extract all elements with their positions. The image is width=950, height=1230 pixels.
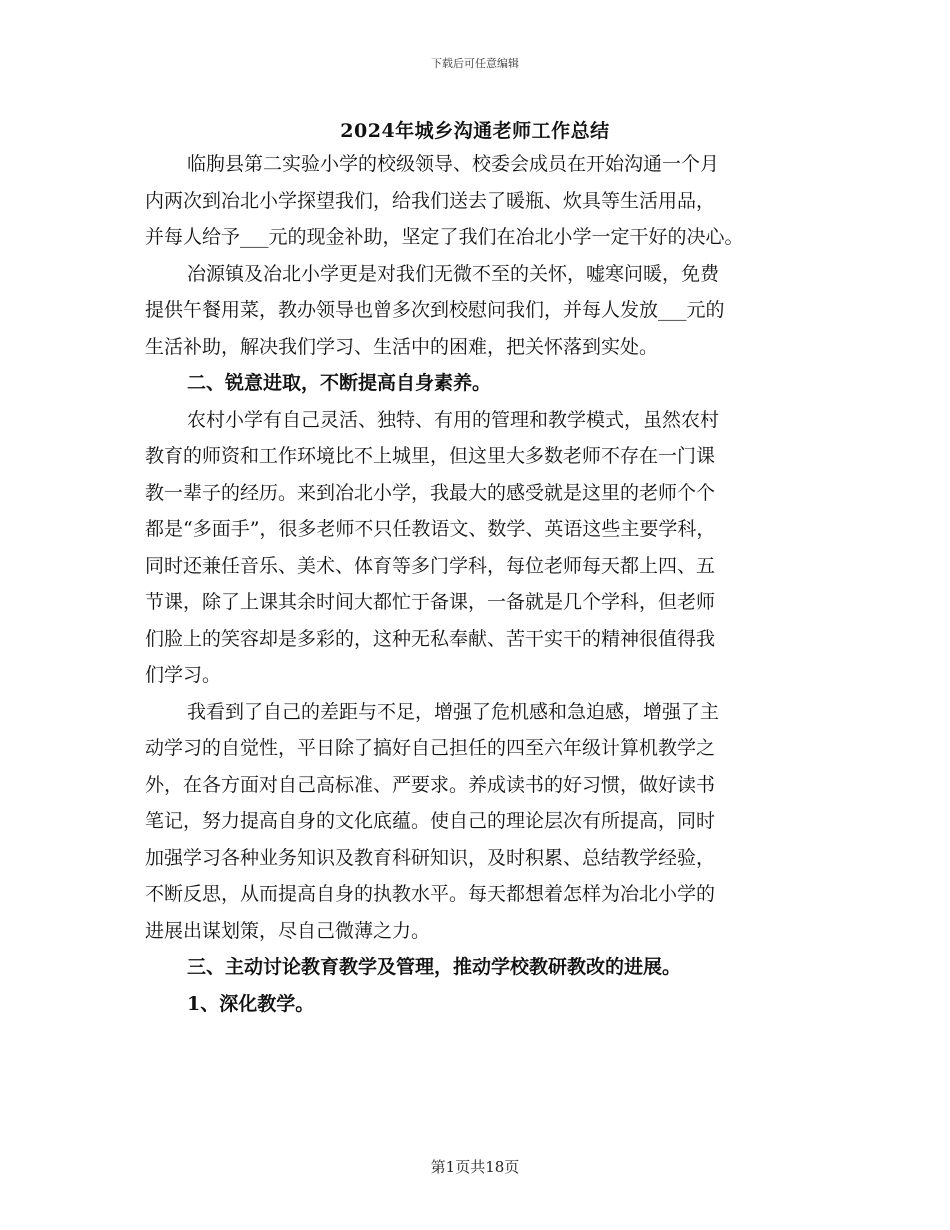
body-line: 提供午餐用菜，教办领导也曾多次到校慰问我们，并每人发放___元的 <box>145 299 725 321</box>
body-line: 农村小学有自己灵活、独特、有用的管理和教学模式，虽然农村 <box>187 408 720 431</box>
body-line: 教一辈子的经历。来到冶北小学，我最大的感受就是这里的老师个个 <box>145 481 716 504</box>
body-line: 们脸上的笑容却是多彩的，这种无私奉献、苦干实干的精神很值得我 <box>145 627 716 650</box>
body-line: 同时还兼任音乐、美术、体育等多门学科，每位老师每天都上四、五 <box>145 554 716 577</box>
body-line: 们学习。 <box>145 664 222 686</box>
section-heading: 二、锐意进取，不断提高自身素养。 <box>187 372 492 394</box>
body-line: 进展出谋划策，尽自己微薄之力。 <box>145 919 431 942</box>
body-line: 生活补助，解决我们学习、生活中的困难，把关怀落到实处。 <box>145 335 659 358</box>
body-line: 内两次到冶北小学探望我们，给我们送去了暖瓶、炊具等生活用品， <box>145 189 716 212</box>
subsection-heading: 1、深化教学。 <box>187 992 315 1015</box>
body-line: 我看到了自己的差距与不足，增强了危机感和急迫感，增强了主 <box>187 700 720 723</box>
document-title: 2024年城乡沟通老师工作总结 <box>340 120 610 142</box>
body-line: 临朐县第二实验小学的校级领导、校委会成员在开始沟通一个月 <box>187 153 720 175</box>
page-footer: 第1页共18页 <box>430 1158 520 1176</box>
body-line: 教育的师资和工作环境比不上城里，但这里大多数老师不存在一门课 <box>145 445 716 467</box>
document-body <box>145 146 805 1022</box>
header-note: 下载后可任意编辑 <box>431 57 519 70</box>
body-line: 节课，除了上课其余时间大都忙于备课，一备就是几个学科，但老师 <box>145 591 716 613</box>
body-line: 笔记，努力提高自身的文化底蕴。使自己的理论层次有所提高，同时 <box>145 810 716 832</box>
body-line: 不断反思，从而提高自身的执教水平。每天都想着怎样为冶北小学的 <box>145 883 716 905</box>
body-line: 加强学习各种业务知识及教育科研知识，及时积累、总结教学经验， <box>145 846 716 869</box>
body-line: 都是“多面手”，很多老师不只任教语文、数学、英语这些主要学科， <box>145 518 716 540</box>
body-line: 并每人给予___元的现金补助，坚定了我们在冶北小学一定干好的决心。 <box>145 226 744 248</box>
body-line: 动学习的自觉性，平日除了搞好自己担任的四至六年级计算机教学之 <box>145 737 716 759</box>
body-line: 冶源镇及冶北小学更是对我们无微不至的关怀，嘘寒问暖，免费 <box>187 262 720 285</box>
section-heading: 三、主动讨论教育教学及管理，推动学校教研教改的进展。 <box>187 956 682 978</box>
body-line: 外，在各方面对自己高标准、严要求。养成读书的好习惯，做好读书 <box>145 773 716 796</box>
